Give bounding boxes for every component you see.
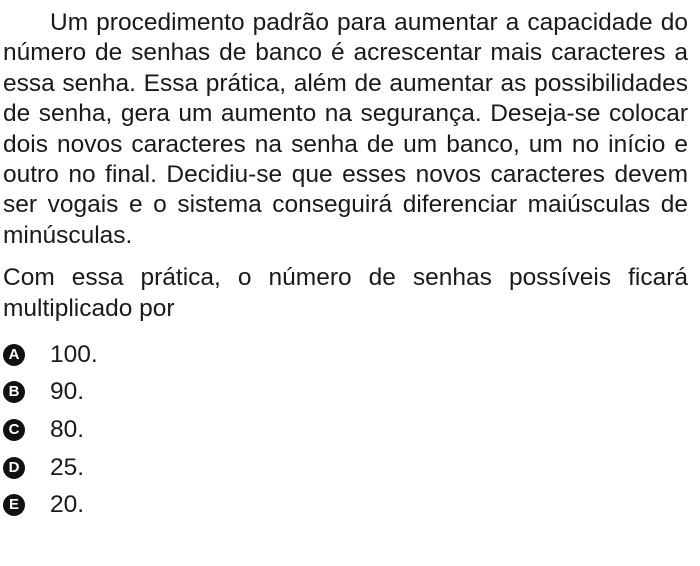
question-statement: Um procedimento padrão para aumentar a capacidade do número de senhas de banco é acrescentar mais caracteres a essa senha. Essa prática, além de aumentar as possibilidades de senha, gera um aumento na segurança. Deseja-se colocar dois novos caracteres na senha de um banco, um no início e outro no final. Decidiu-se que esses novos caracteres devem ser vogais e o sistema conseguirá diferenciar maiúsculas de minúsculas.: [3, 9, 688, 249]
option-d-text: 25.: [50, 453, 85, 481]
option-a-letter-badge: A: [3, 344, 25, 366]
option-a[interactable]: [3, 336, 688, 374]
option-c[interactable]: [3, 411, 688, 449]
option-c-letter-badge: C: [3, 419, 25, 441]
option-e-text: 20.: [50, 491, 85, 519]
question-block: [3, 8, 688, 524]
option-b-text: 90.: [50, 378, 85, 406]
option-e[interactable]: [3, 486, 688, 524]
option-c-text: 80.: [50, 416, 85, 444]
option-d-letter-badge: D: [3, 457, 25, 479]
option-e-letter-badge: E: [3, 494, 25, 516]
option-a-text: 100.: [50, 340, 98, 368]
option-b-letter-badge: B: [3, 381, 25, 403]
answer-options: [3, 336, 688, 524]
question-command: Com essa prática, o número de senhas possíveis ficará multiplicado por: [3, 264, 688, 322]
option-b[interactable]: [3, 374, 688, 412]
option-d[interactable]: [3, 449, 688, 487]
